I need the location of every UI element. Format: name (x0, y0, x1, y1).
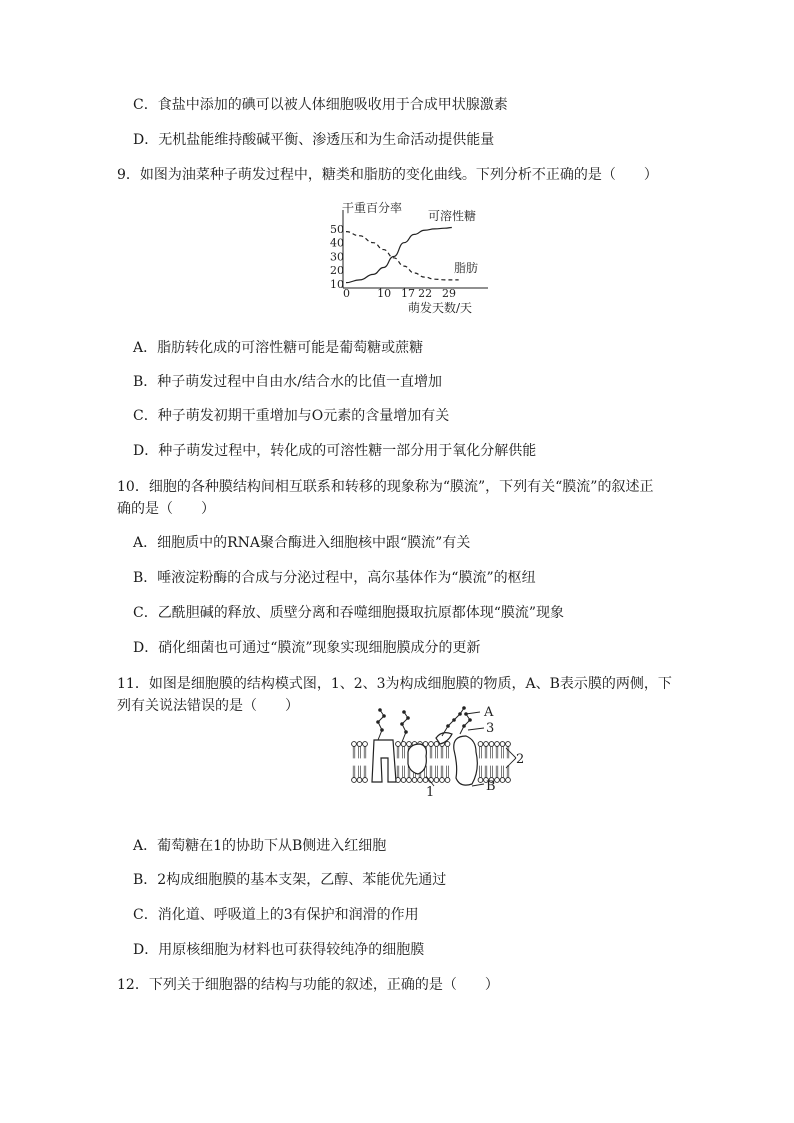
phospholipid-head (396, 742, 401, 747)
q8-option-c: C．食盐中添加的碘可以被人体细胞吸收用于合成甲状腺激素 (133, 97, 508, 113)
phospholipid-tail (496, 766, 498, 778)
sugar-unit (376, 720, 380, 724)
y-tick-label: 30 (330, 250, 344, 264)
phospholipid-head (506, 742, 511, 747)
q11-option-b: B．2构成细胞膜的基本支架，乙醇、苯能优先通过 (133, 872, 447, 888)
phospholipid-tail (507, 746, 509, 758)
phospholipid-head (352, 778, 357, 783)
sugar-chain (460, 714, 470, 734)
phospholipid-head (418, 778, 423, 783)
x-tick-label: 29 (442, 287, 456, 300)
y-tick-label: 20 (330, 264, 344, 278)
phospholipid-head (440, 778, 445, 783)
phospholipid-head (478, 778, 483, 783)
sugar-unit (452, 718, 456, 722)
sugar-unit (402, 710, 406, 714)
x-tick-label: 10 (377, 287, 392, 300)
protein-1 (408, 744, 426, 774)
phospholipid-tail (403, 766, 405, 778)
phospholipid-tail (397, 746, 399, 758)
phospholipid-head (407, 778, 412, 783)
q9-option-d: D．种子萌发过程中，转化成的可溶性糖一部分用于氧化分解供能 (133, 443, 537, 459)
phospholipid-tail (359, 746, 361, 758)
phospholipid-tail (441, 746, 443, 758)
q9-option-c: C．种子萌发初期干重增加与O元素的含量增加有关 (133, 408, 450, 424)
q9-line-chart (330, 196, 490, 316)
sugar-unit (462, 706, 466, 710)
phospholipid-head (357, 778, 362, 783)
q11-option-a: A．葡萄糖在1的协助下从B侧进入红细胞 (133, 838, 387, 854)
q10-option-c: C．乙酰胆碱的释放、质壁分离和吞噬细胞摄取抗原都体现“膜流”现象 (133, 605, 565, 621)
sugar-unit (378, 708, 382, 712)
phospholipid-tail (485, 746, 487, 758)
phospholipid-tail (485, 766, 487, 778)
glycocalyx-3 (376, 706, 472, 742)
phospholipid-tail (480, 766, 482, 778)
phospholipid-head (478, 742, 483, 747)
phospholipid-tail (507, 766, 509, 778)
transmembrane-protein-large (454, 736, 478, 785)
sugar-unit (462, 724, 466, 728)
label-2: 2 (516, 752, 525, 767)
phospholipid-tail (447, 766, 449, 778)
transmembrane-protein-left (372, 740, 396, 782)
q8-option-d: D．无机盐能维持酸碱平衡、渗透压和为生命活动提供能量 (133, 132, 495, 148)
y-axis-label: 干重百分率 (342, 201, 403, 215)
phospholipid-tail (359, 766, 361, 778)
phospholipid-tail (364, 766, 366, 778)
phospholipid-tail (491, 746, 493, 758)
label-a: A (484, 705, 494, 720)
sugar-unit (404, 730, 408, 734)
phospholipid-tail (491, 766, 493, 778)
phospholipid-tail (441, 766, 443, 778)
sugar-unit (406, 716, 410, 720)
phospholipid-tail (436, 746, 438, 758)
phospholipid-head (445, 742, 450, 747)
y-tick-label: 50 (330, 222, 344, 236)
phospholipid-head (429, 742, 434, 747)
phospholipid-head (412, 778, 417, 783)
phospholipid-head (489, 742, 494, 747)
label-1: 1 (426, 785, 435, 800)
phospholipid-tail (364, 746, 366, 758)
series-line-fat (346, 232, 459, 280)
phospholipid-tail (430, 766, 432, 778)
phospholipid-tail (502, 766, 504, 778)
phospholipid-head (407, 742, 412, 747)
phospholipid-head (363, 742, 368, 747)
x-axis-label: 萌发天数/天 (408, 301, 473, 315)
x-tick-label: 22 (418, 287, 433, 300)
phospholipid-head (357, 742, 362, 747)
label-b: B (486, 779, 496, 794)
phospholipid-head (500, 778, 505, 783)
phospholipid-head (495, 742, 500, 747)
series-label-fat: 脂肪 (454, 261, 479, 275)
phospholipid-tail (403, 746, 405, 758)
q12-stem: 12．下列关于细胞器的结构与功能的叙述，正确的是（ ） (117, 977, 499, 993)
phospholipid-head (401, 778, 406, 783)
sugar-unit (468, 718, 472, 722)
q10-stem-line1: 10．细胞的各种膜结构间相互联系和转移的现象称为“膜流”，下列有关“膜流”的叙述正 (117, 479, 654, 495)
phospholipid-tail (480, 746, 482, 758)
sugar-unit (382, 714, 386, 718)
phospholipid-tail (436, 766, 438, 778)
sugar-unit (380, 728, 384, 732)
sugar-unit (446, 724, 450, 728)
y-tick-label: 40 (330, 236, 344, 250)
q10-option-a: A．细胞质中的RNA聚合酶进入细胞核中跟“膜流”有关 (133, 535, 471, 551)
q10-option-b: B．唾液淀粉酶的合成与分泌过程中，高尔基体作为“膜流”的枢纽 (133, 570, 536, 586)
q10-stem-line2: 确的是（ ） (117, 501, 215, 517)
label-3: 3 (486, 721, 495, 736)
phospholipid-head (500, 742, 505, 747)
q11-option-c: C．消化道、呼吸道上的3有保护和润滑的作用 (133, 907, 419, 923)
q11-stem-line2: 列有关说法错误的是（ ） (117, 698, 299, 714)
phospholipid-tail (430, 746, 432, 758)
phospholipid-head (445, 778, 450, 783)
phospholipid-head (423, 778, 428, 783)
phospholipid-tail (496, 746, 498, 758)
q11-stem-line1: 11．如图是细胞膜的结构模式图，1、2、3为构成细胞膜的物质，A、B表示膜的两侧，下 (117, 676, 672, 692)
x-tick-label: 17 (401, 287, 416, 300)
phospholipid-head (434, 778, 439, 783)
q9-stem: 9．如图为油菜种子萌发过程中，糖类和脂肪的变化曲线。下列分析不正确的是（ ） (117, 167, 658, 183)
phospholipid-head (401, 742, 406, 747)
phospholipid-head (352, 742, 357, 747)
series-label-soluble-sugar: 可溶性糖 (428, 209, 477, 223)
phospholipid-tail (447, 746, 449, 758)
phospholipid-tail (397, 766, 399, 778)
sugar-unit (458, 712, 462, 716)
q9-option-a: A．脂肪转化成的可溶性糖可能是葡萄糖或蔗糖 (133, 340, 424, 356)
phospholipid-head (506, 778, 511, 783)
sugar-unit (400, 722, 404, 726)
q11-option-d: D．用原核细胞为材料也可获得较纯净的细胞膜 (133, 942, 425, 958)
phospholipid-tail (353, 766, 355, 778)
q10-option-d: D．硝化细菌也可通过“膜流”现象实现细胞膜成分的更新 (133, 640, 481, 656)
phospholipid-head (484, 742, 489, 747)
phospholipid-head (363, 778, 368, 783)
phospholipid-tail (353, 746, 355, 758)
phospholipid-tail (502, 746, 504, 758)
q9-option-b: B．种子萌发过程中自由水/结合水的比值一直增加 (133, 374, 443, 390)
y-tick-label: 10 (330, 278, 344, 291)
x-tick-label: 0 (343, 287, 350, 300)
cell-membrane-diagram (348, 700, 528, 800)
